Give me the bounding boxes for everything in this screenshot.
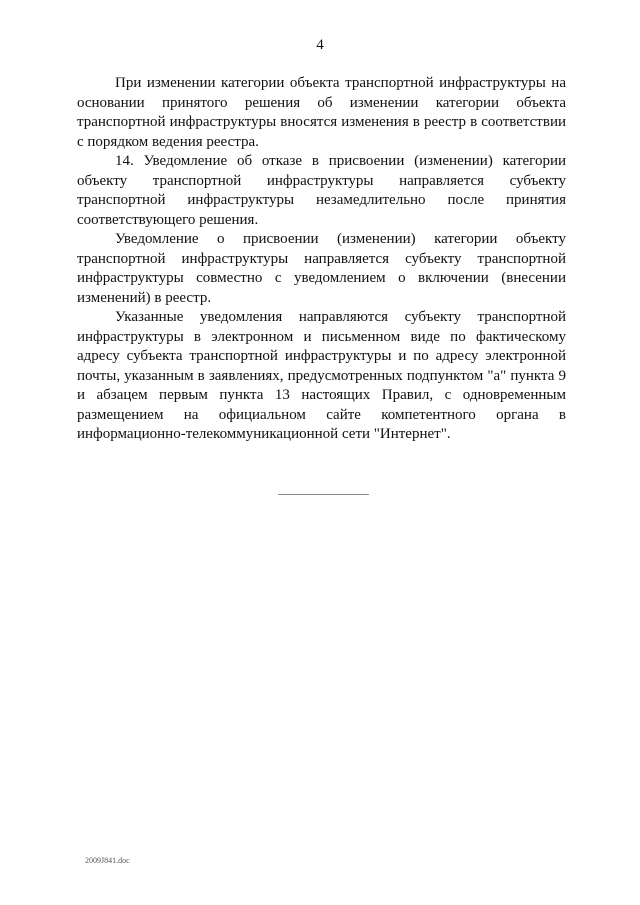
paragraph-assignment-notice: Уведомление о присвоении (изменении) категории объекту транспортной инфраструктуры направляется субъекту транспортной инфраструктуры совместно с уведомлением о включении (внесении изменений) в реестр. bbox=[77, 231, 566, 306]
paragraph-14-refusal-notice: 14. Уведомление об отказе в присвоении (изменении) категории объекту транспортной инфраструктуры направляется субъекту транспортной инфраструктуры незамедлительно после принятия соответствующего решения. bbox=[77, 153, 566, 228]
paragraph-notice-delivery: Указанные уведомления направляются субъекту транспортной инфраструктуры в электронном и письменном виде по фактическому адресу субъекта транспортной инфраструктуры и по адресу электронной почты, указанным в заявлениях, предусмотренных подпунктом "а" пункта 9 и абзацем первым пункта 13 настоящих Правил, с одновременным размещением на официальном сайте компетентного органа в информационно-телекоммуникационной сети "Интернет". bbox=[77, 309, 566, 442]
paragraph-category-change: При изменении категории объекта транспортной инфраструктуры на основании принятого решения об изменении категории объекта транспортной инфраструктуры вносятся изменения в реестр в соответствии с порядком ведения реестра. bbox=[77, 75, 566, 150]
footer-file-name: 2009J841.doc bbox=[85, 856, 130, 865]
end-divider bbox=[278, 494, 369, 495]
document-body bbox=[77, 74, 566, 445]
page-number: 4 bbox=[316, 37, 324, 53]
